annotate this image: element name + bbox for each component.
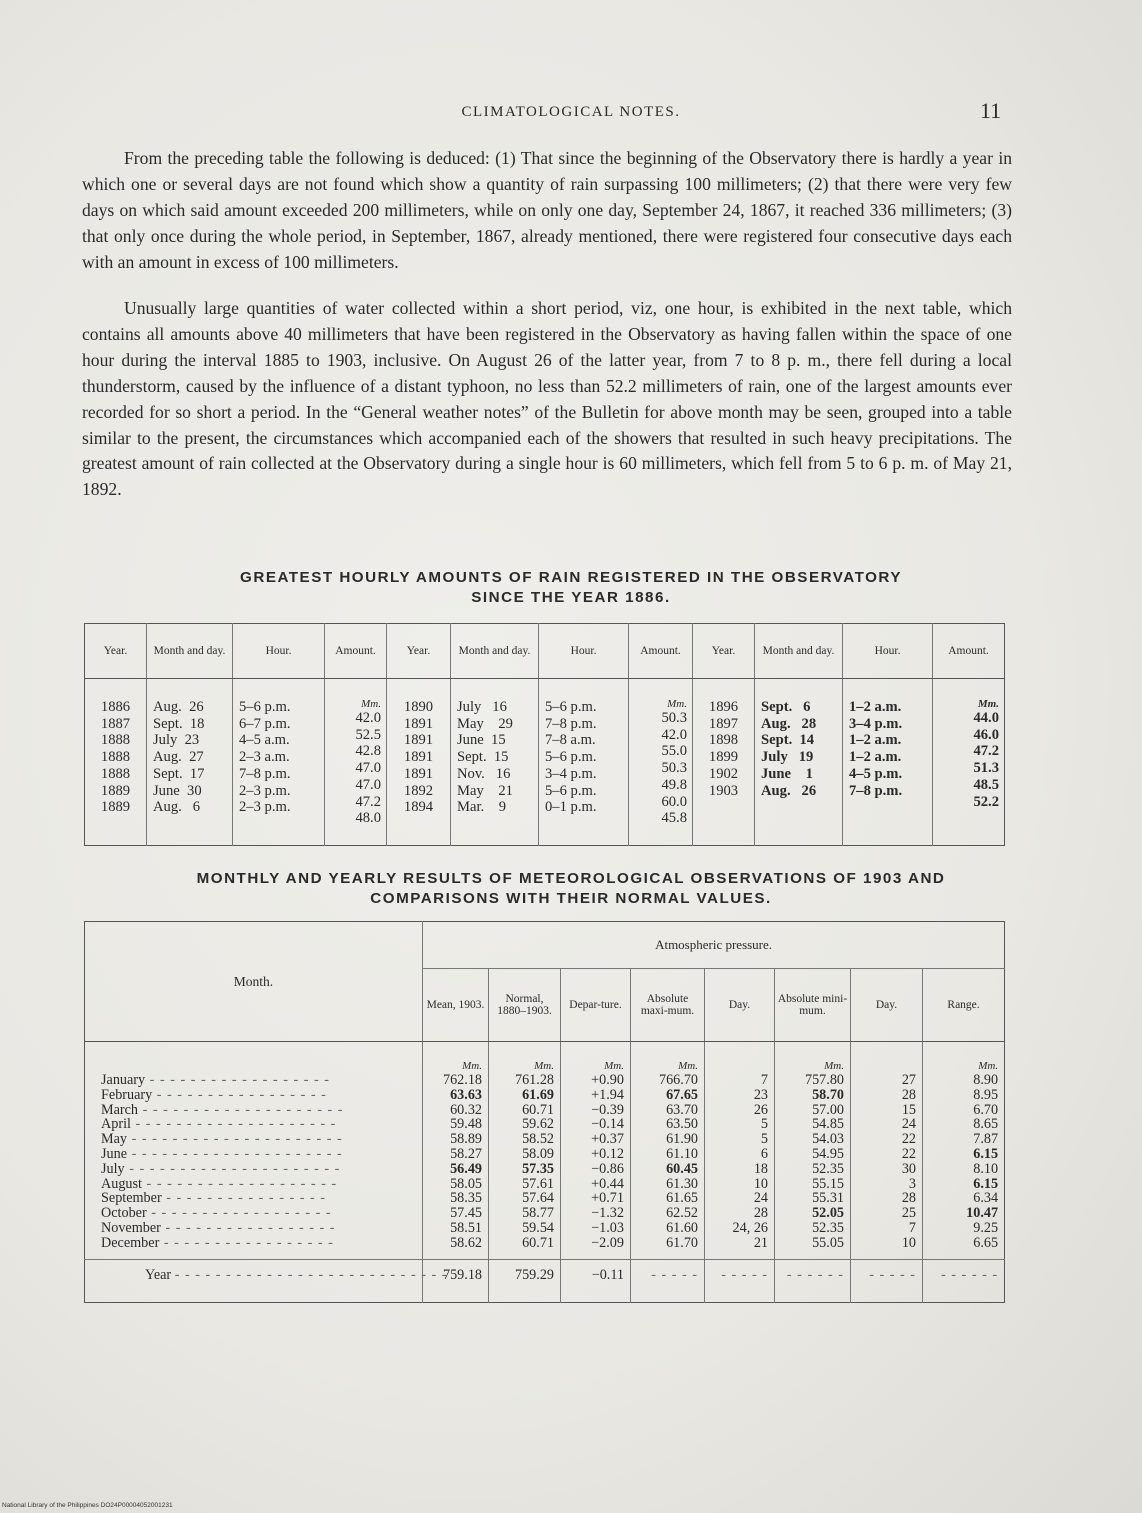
abs-max-value: 60.45 — [666, 1160, 698, 1177]
departure-value: +0.90 — [591, 1072, 624, 1088]
monthly-table-title-line-1: MONTHLY AND YEARLY RESULTS OF METEOROLOGICAL OBSERVATIONS OF 1903 AND — [196, 870, 946, 887]
year-label-cell — [85, 1259, 448, 1302]
month-name — [101, 1088, 421, 1103]
amount-cell — [933, 679, 1005, 846]
monthly-body-row — [85, 1042, 1005, 1260]
monthly-pressure-table — [84, 921, 1005, 1303]
departure-value: −1.03 — [591, 1219, 624, 1236]
leader-dots: - - - - - — [721, 1266, 768, 1283]
paragraph-1 — [82, 146, 1012, 276]
unit-label: Mm. — [977, 698, 999, 710]
rain-table-title — [0, 568, 1142, 608]
max-day-value: 24, 26 — [732, 1219, 768, 1236]
range-value: 8.95 — [973, 1086, 999, 1103]
year-mean-cell: 759.18 — [423, 1259, 489, 1302]
min-day-value: 28 — [901, 1190, 916, 1207]
max-day-value: 5 — [760, 1116, 768, 1133]
normal-value: 59.54 — [522, 1219, 554, 1236]
normal-value: 58.77 — [522, 1205, 554, 1222]
rain-table-title-line-1: GREATEST HOURLY AMOUNTS OF RAIN REGISTERED IN THE OBSERVATORY — [240, 569, 902, 586]
departure-cell — [561, 1042, 631, 1260]
range-value: 6.34 — [973, 1190, 999, 1207]
abs-min-value: 54.03 — [812, 1131, 844, 1148]
header-absolute-minimum: Absolute mini-mum. — [775, 969, 851, 1042]
header-amount: Amount. — [325, 624, 387, 679]
leader-dots: - - - - - — [869, 1266, 916, 1283]
year-empty-cell — [631, 1259, 705, 1302]
header-normal: Normal, 1880–1903. — [489, 969, 561, 1042]
range-value: 8.65 — [973, 1116, 999, 1133]
month-name — [101, 1191, 421, 1206]
abs-max-value: 61.60 — [666, 1219, 698, 1236]
range-cell — [923, 1042, 1005, 1260]
max-day-cell — [705, 1042, 775, 1260]
abs-min-value: 54.95 — [812, 1145, 844, 1162]
years-cell: 1890 1891 1891 1891 1891 1892 1894 — [387, 679, 451, 846]
normal-value: 60.71 — [522, 1234, 554, 1251]
abs-min-value: 55.31 — [812, 1190, 844, 1207]
header-month: Month. — [85, 922, 423, 1042]
normal-value: 61.69 — [522, 1086, 554, 1103]
min-day-value: 24 — [901, 1116, 916, 1133]
header-atmospheric-pressure: Atmospheric pressure. — [423, 922, 1005, 969]
footer-credit: National Library of the Philippines DO24P00004052001231 — [2, 1502, 173, 1509]
mean-value: 762.18 — [442, 1072, 482, 1088]
min-day-value: 3 — [908, 1175, 916, 1192]
unit-label: Mm. — [462, 1060, 482, 1072]
month-name — [101, 1103, 421, 1118]
departure-value: +0.71 — [591, 1190, 624, 1207]
abs-min-value: 55.15 — [812, 1175, 844, 1192]
year-label: Year — [145, 1266, 172, 1283]
mean-cell — [423, 1042, 489, 1260]
running-head: CLIMATOLOGICAL NOTES. — [461, 104, 681, 120]
abs-min-value: 52.05 — [812, 1205, 844, 1222]
years-cell: 1886 1887 1888 1888 1888 1889 1889 — [85, 679, 147, 846]
departure-value: +0.12 — [591, 1145, 624, 1162]
leader-dots: - - - - - - - - - - - - - - - - - - - - — [130, 1116, 341, 1133]
min-day-value: 7 — [908, 1219, 916, 1236]
rain-table-body-row — [85, 679, 1005, 846]
leader-dots: - - - - - - - - - - - - - - - - - - — [145, 1072, 335, 1088]
header-departure: Depar-ture. — [561, 969, 631, 1042]
header-range: Range. — [923, 969, 1005, 1042]
abs-max-value: 63.70 — [666, 1101, 698, 1118]
leader-dots: - - - - - - - - - - - - - - - - - - - - - — [124, 1160, 345, 1177]
header-month-day: Month and day. — [451, 624, 539, 679]
max-day-value: 7 — [760, 1072, 768, 1088]
month-name — [101, 1221, 421, 1236]
header-hour: Hour. — [843, 624, 933, 679]
normal-value: 59.62 — [522, 1116, 554, 1133]
leader-dots: - - - - - - - - - - - - - - - - - - - - - — [127, 1145, 348, 1162]
mean-value: 58.89 — [450, 1131, 482, 1148]
leader-dots: - - - - - - - - - - - - - - - - - — [159, 1234, 339, 1251]
departure-value: −0.14 — [591, 1116, 624, 1133]
abs-min-value: 52.35 — [812, 1160, 844, 1177]
min-day-cell — [851, 1042, 923, 1260]
amount-values: 50.3 42.0 55.0 50.3 49.8 60.0 45.8 — [661, 710, 687, 827]
leader-dots: - - - - - - — [786, 1266, 844, 1283]
month-names-cell — [85, 1042, 423, 1260]
year-summary-row — [85, 1259, 1005, 1302]
departure-value: −2.09 — [591, 1234, 624, 1251]
max-day-value: 21 — [753, 1234, 768, 1251]
amount-cell — [325, 679, 387, 846]
leader-dots: - - - - - - - - - - - - - - - - - - - — [142, 1175, 342, 1192]
max-day-value: 18 — [753, 1160, 768, 1177]
range-value: 8.90 — [973, 1072, 999, 1088]
mean-value: 56.49 — [450, 1160, 482, 1177]
month-name — [101, 1073, 421, 1088]
mean-value: 58.27 — [450, 1145, 482, 1162]
unit-label: Mm. — [604, 1060, 624, 1072]
paragraph-text: Unusually large quantities of water collected within a short period, viz, one hour, is exhibited in the next table, which contains all amounts above 40 millimeters that have been registered in the Observatory as having fallen within the space of one hour during the interval 1885 to 1903, inclusive. On August 26 of the latter year, from 7 to 8 p. m., there fell during a local thunderstorm, caused by the influence of a distant typhoon, no less than 52.2 millimeters of rain, one of the largest amounts ever recorded for so short a period. In the “General weather notes” of the Bulletin for above month may be seen, grouped into a table similar to the present, the circumstances which accompanied each of the showers that resulted in such heavy precipitations. The greatest amount of rain collected at the Observatory during a single hour is 60 millimeters, which fell from 5 to 6 p. m. of May 21, 1892. — [82, 298, 1012, 500]
leader-dots: - - - - - - - - - - - - - - - - - — [160, 1219, 341, 1236]
rain-table-header-row — [85, 624, 1005, 679]
mean-value: 63.63 — [450, 1086, 482, 1103]
mean-value: 58.05 — [450, 1175, 482, 1192]
month-day-cell: July 16 May 29 June 15 Sept. 15 Nov. 16 May 21 Mar. 9 — [451, 679, 539, 846]
month-label: June — [101, 1145, 128, 1162]
month-label: September — [101, 1190, 162, 1207]
abs-min-value: 58.70 — [812, 1086, 844, 1103]
min-day-value: 22 — [901, 1145, 916, 1162]
max-day-value: 6 — [760, 1145, 768, 1162]
leader-dots: - - - - - - - - - - - - - - - - — [161, 1190, 331, 1207]
month-day-cell: Aug. 26 Sept. 18 July 23 Aug. 27 Sept. 17 June 30 Aug. 6 — [147, 679, 233, 846]
header-hour: Hour. — [233, 624, 325, 679]
range-value: 6.15 — [973, 1145, 999, 1162]
years-cell: 1896 1897 1898 1899 1902 1903 — [693, 679, 755, 846]
mean-value: 57.45 — [450, 1205, 482, 1222]
month-list — [101, 1073, 421, 1251]
min-day-value: 10 — [901, 1234, 916, 1251]
normal-value: 58.09 — [522, 1145, 554, 1162]
normal-value: 57.61 — [522, 1175, 554, 1192]
month-day-cell: Sept. 6 Aug. 28 Sept. 14 July 19 June 1 Aug. 26 — [755, 679, 843, 846]
min-day-value: 27 — [901, 1072, 916, 1088]
rain-hourly-table — [84, 623, 1005, 846]
month-name — [101, 1206, 421, 1221]
month-label: January — [101, 1072, 146, 1088]
month-name — [101, 1132, 421, 1147]
unit-label: Mm. — [667, 698, 687, 710]
min-day-value: 30 — [901, 1160, 916, 1177]
range-value: 6.70 — [973, 1101, 999, 1118]
leader-dots: - - - - - - - - - - - - - - - - - - - - - - - - - - - — [174, 1266, 448, 1283]
abs-min-value: 757.80 — [804, 1072, 844, 1088]
header-mean: Mean, 1903. — [423, 969, 489, 1042]
month-label: July — [101, 1160, 125, 1177]
max-day-value: 5 — [760, 1131, 768, 1148]
page-number: 11 — [980, 98, 1002, 123]
month-label: April — [101, 1116, 131, 1133]
leader-dots: - - - - - - - - - - - - - - - - - — [152, 1086, 332, 1103]
month-label: February — [101, 1086, 153, 1103]
normal-value: 60.71 — [522, 1101, 554, 1118]
abs-min-value: 55.05 — [812, 1234, 844, 1251]
abs-min-value: 54.85 — [812, 1116, 844, 1133]
paragraph-text: From the preceding table the following is deduced: (1) That since the beginning of the Observatory there is hardly a year in which one or several days are not found which show a quantity of rain surpassing 100 millimeters; (2) that there were very few days on which said amount exceeded 200 millimeters, while on only one day, September 24, 1867, it reached 336 millimeters; (3) that only once during the whole period, in September, 1867, already mentioned, there were registered four consecutive days each with an amount in excess of 100 millimeters. — [82, 148, 1012, 272]
departure-values — [562, 1073, 624, 1251]
max-day-values — [706, 1073, 768, 1251]
leader-dots: - - - - - - — [941, 1266, 999, 1283]
abs-min-value: 57.00 — [812, 1101, 844, 1118]
leader-dots: - - - - - - - - - - - - - - - - - - - - - — [127, 1131, 348, 1148]
month-name — [101, 1236, 421, 1251]
range-value: 6.65 — [973, 1234, 999, 1251]
rain-table-title-line-2: SINCE THE YEAR 1886. — [471, 589, 671, 606]
month-label: March — [101, 1101, 139, 1118]
max-day-value: 24 — [753, 1190, 768, 1207]
month-label: November — [101, 1219, 161, 1236]
abs-max-value: 61.70 — [666, 1234, 698, 1251]
header-month-day: Month and day. — [755, 624, 843, 679]
normal-value: 58.52 — [522, 1131, 554, 1148]
max-day-value: 26 — [753, 1101, 768, 1118]
header-year: Year. — [85, 624, 147, 679]
month-name — [101, 1162, 421, 1177]
min-day-values — [852, 1073, 916, 1251]
abs-max-value: 61.65 — [666, 1190, 698, 1207]
unit-label: Mm. — [978, 1060, 999, 1072]
abs-max-value: 61.90 — [666, 1131, 698, 1148]
year-normal-cell: 759.29 — [489, 1259, 561, 1302]
year-departure-cell: −0.11 — [561, 1259, 631, 1302]
min-day-value: 25 — [901, 1205, 916, 1222]
header-amount: Amount. — [629, 624, 693, 679]
range-value: 8.10 — [973, 1160, 999, 1177]
normal-value: 761.28 — [514, 1072, 554, 1088]
departure-value: +1.94 — [591, 1086, 624, 1103]
departure-value: +0.37 — [591, 1131, 624, 1148]
max-day-value: 23 — [753, 1086, 768, 1103]
abs-max-value: 61.30 — [666, 1175, 698, 1192]
min-day-value: 15 — [901, 1101, 916, 1118]
year-empty-cell — [923, 1259, 1005, 1302]
month-name — [101, 1147, 421, 1162]
normal-values — [490, 1073, 554, 1251]
hour-cell: 1–2 a.m. 3–4 p.m. 1–2 a.m. 1–2 a.m. 4–5 p.m. 7–8 p.m. — [843, 679, 933, 846]
departure-value: −1.32 — [591, 1205, 624, 1222]
abs-max-cell — [631, 1042, 705, 1260]
normal-value: 57.35 — [522, 1160, 554, 1177]
mean-value: 58.51 — [450, 1219, 482, 1236]
month-label: May — [101, 1131, 128, 1148]
header-month-day: Month and day. — [147, 624, 233, 679]
header-max-day: Day. — [705, 969, 775, 1042]
leader-dots: - - - - - — [651, 1266, 698, 1283]
departure-value: −0.39 — [591, 1101, 624, 1118]
header-amount: Amount. — [933, 624, 1005, 679]
unit-label: Mm. — [361, 698, 381, 710]
month-label: October — [101, 1205, 147, 1222]
amount-values: 44.0 46.0 47.2 51.3 48.5 52.2 — [973, 710, 999, 810]
year-empty-cell — [775, 1259, 851, 1302]
range-value: 9.25 — [973, 1219, 999, 1236]
header-year: Year. — [693, 624, 755, 679]
abs-min-value: 52.35 — [812, 1219, 844, 1236]
year-empty-cell — [705, 1259, 775, 1302]
monthly-table-title — [0, 869, 1142, 909]
leader-dots: - - - - - - - - - - - - - - - - - - — [146, 1205, 337, 1222]
abs-min-values — [776, 1073, 844, 1251]
leader-dots: - - - - - - - - - - - - - - - - - - - - — [138, 1101, 349, 1118]
unit-label: Mm. — [678, 1060, 698, 1072]
mean-value: 60.32 — [450, 1101, 482, 1118]
mean-value: 58.35 — [450, 1190, 482, 1207]
departure-value: +0.44 — [591, 1175, 624, 1192]
month-name — [101, 1177, 421, 1192]
abs-min-cell — [775, 1042, 851, 1260]
mean-value: 58.62 — [450, 1234, 482, 1251]
range-value: 6.15 — [973, 1175, 999, 1192]
unit-label: Mm. — [824, 1060, 844, 1072]
unit-spacer — [706, 1060, 768, 1073]
range-value: 7.87 — [973, 1131, 999, 1148]
abs-max-value: 61.10 — [666, 1145, 698, 1162]
abs-max-value: 67.65 — [666, 1086, 698, 1103]
monthly-header-group-row — [85, 922, 1005, 969]
normal-value: 57.64 — [522, 1190, 554, 1207]
month-label: August — [101, 1175, 142, 1192]
mean-values — [424, 1073, 482, 1251]
hour-cell: 5–6 p.m. 7–8 p.m. 7–8 a.m. 5–6 p.m. 3–4 p.m. 5–6 p.m. 0–1 p.m. — [539, 679, 629, 846]
header-year: Year. — [387, 624, 451, 679]
abs-max-value: 62.52 — [666, 1205, 698, 1222]
mean-value: 59.48 — [450, 1116, 482, 1133]
amount-cell — [629, 679, 693, 846]
abs-max-values — [632, 1073, 698, 1251]
amount-values: 42.0 52.5 42.8 47.0 47.0 47.2 48.0 — [355, 710, 381, 827]
max-day-value: 28 — [753, 1205, 768, 1222]
month-name — [101, 1117, 421, 1132]
min-day-value: 28 — [901, 1086, 916, 1103]
hour-cell: 5–6 p.m. 6–7 p.m. 4–5 a.m. 2–3 a.m. 7–8 p.m. 2–3 p.m. 2–3 p.m. — [233, 679, 325, 846]
month-label: December — [101, 1234, 160, 1251]
max-day-value: 10 — [753, 1175, 768, 1192]
header-absolute-maximum: Absolute maxi-mum. — [631, 969, 705, 1042]
abs-max-value: 63.50 — [666, 1116, 698, 1133]
normal-cell — [489, 1042, 561, 1260]
abs-max-value: 766.70 — [658, 1072, 698, 1088]
header-min-day: Day. — [851, 969, 923, 1042]
unit-label: Mm. — [534, 1060, 554, 1072]
range-value: 10.47 — [966, 1205, 999, 1222]
paragraph-2 — [82, 296, 1012, 503]
year-empty-cell — [851, 1259, 923, 1302]
min-day-value: 22 — [901, 1131, 916, 1148]
departure-value: −0.86 — [591, 1160, 624, 1177]
header-hour: Hour. — [539, 624, 629, 679]
monthly-table-title-line-2: COMPARISONS WITH THEIR NORMAL VALUES. — [370, 890, 772, 907]
range-values — [924, 1073, 998, 1251]
